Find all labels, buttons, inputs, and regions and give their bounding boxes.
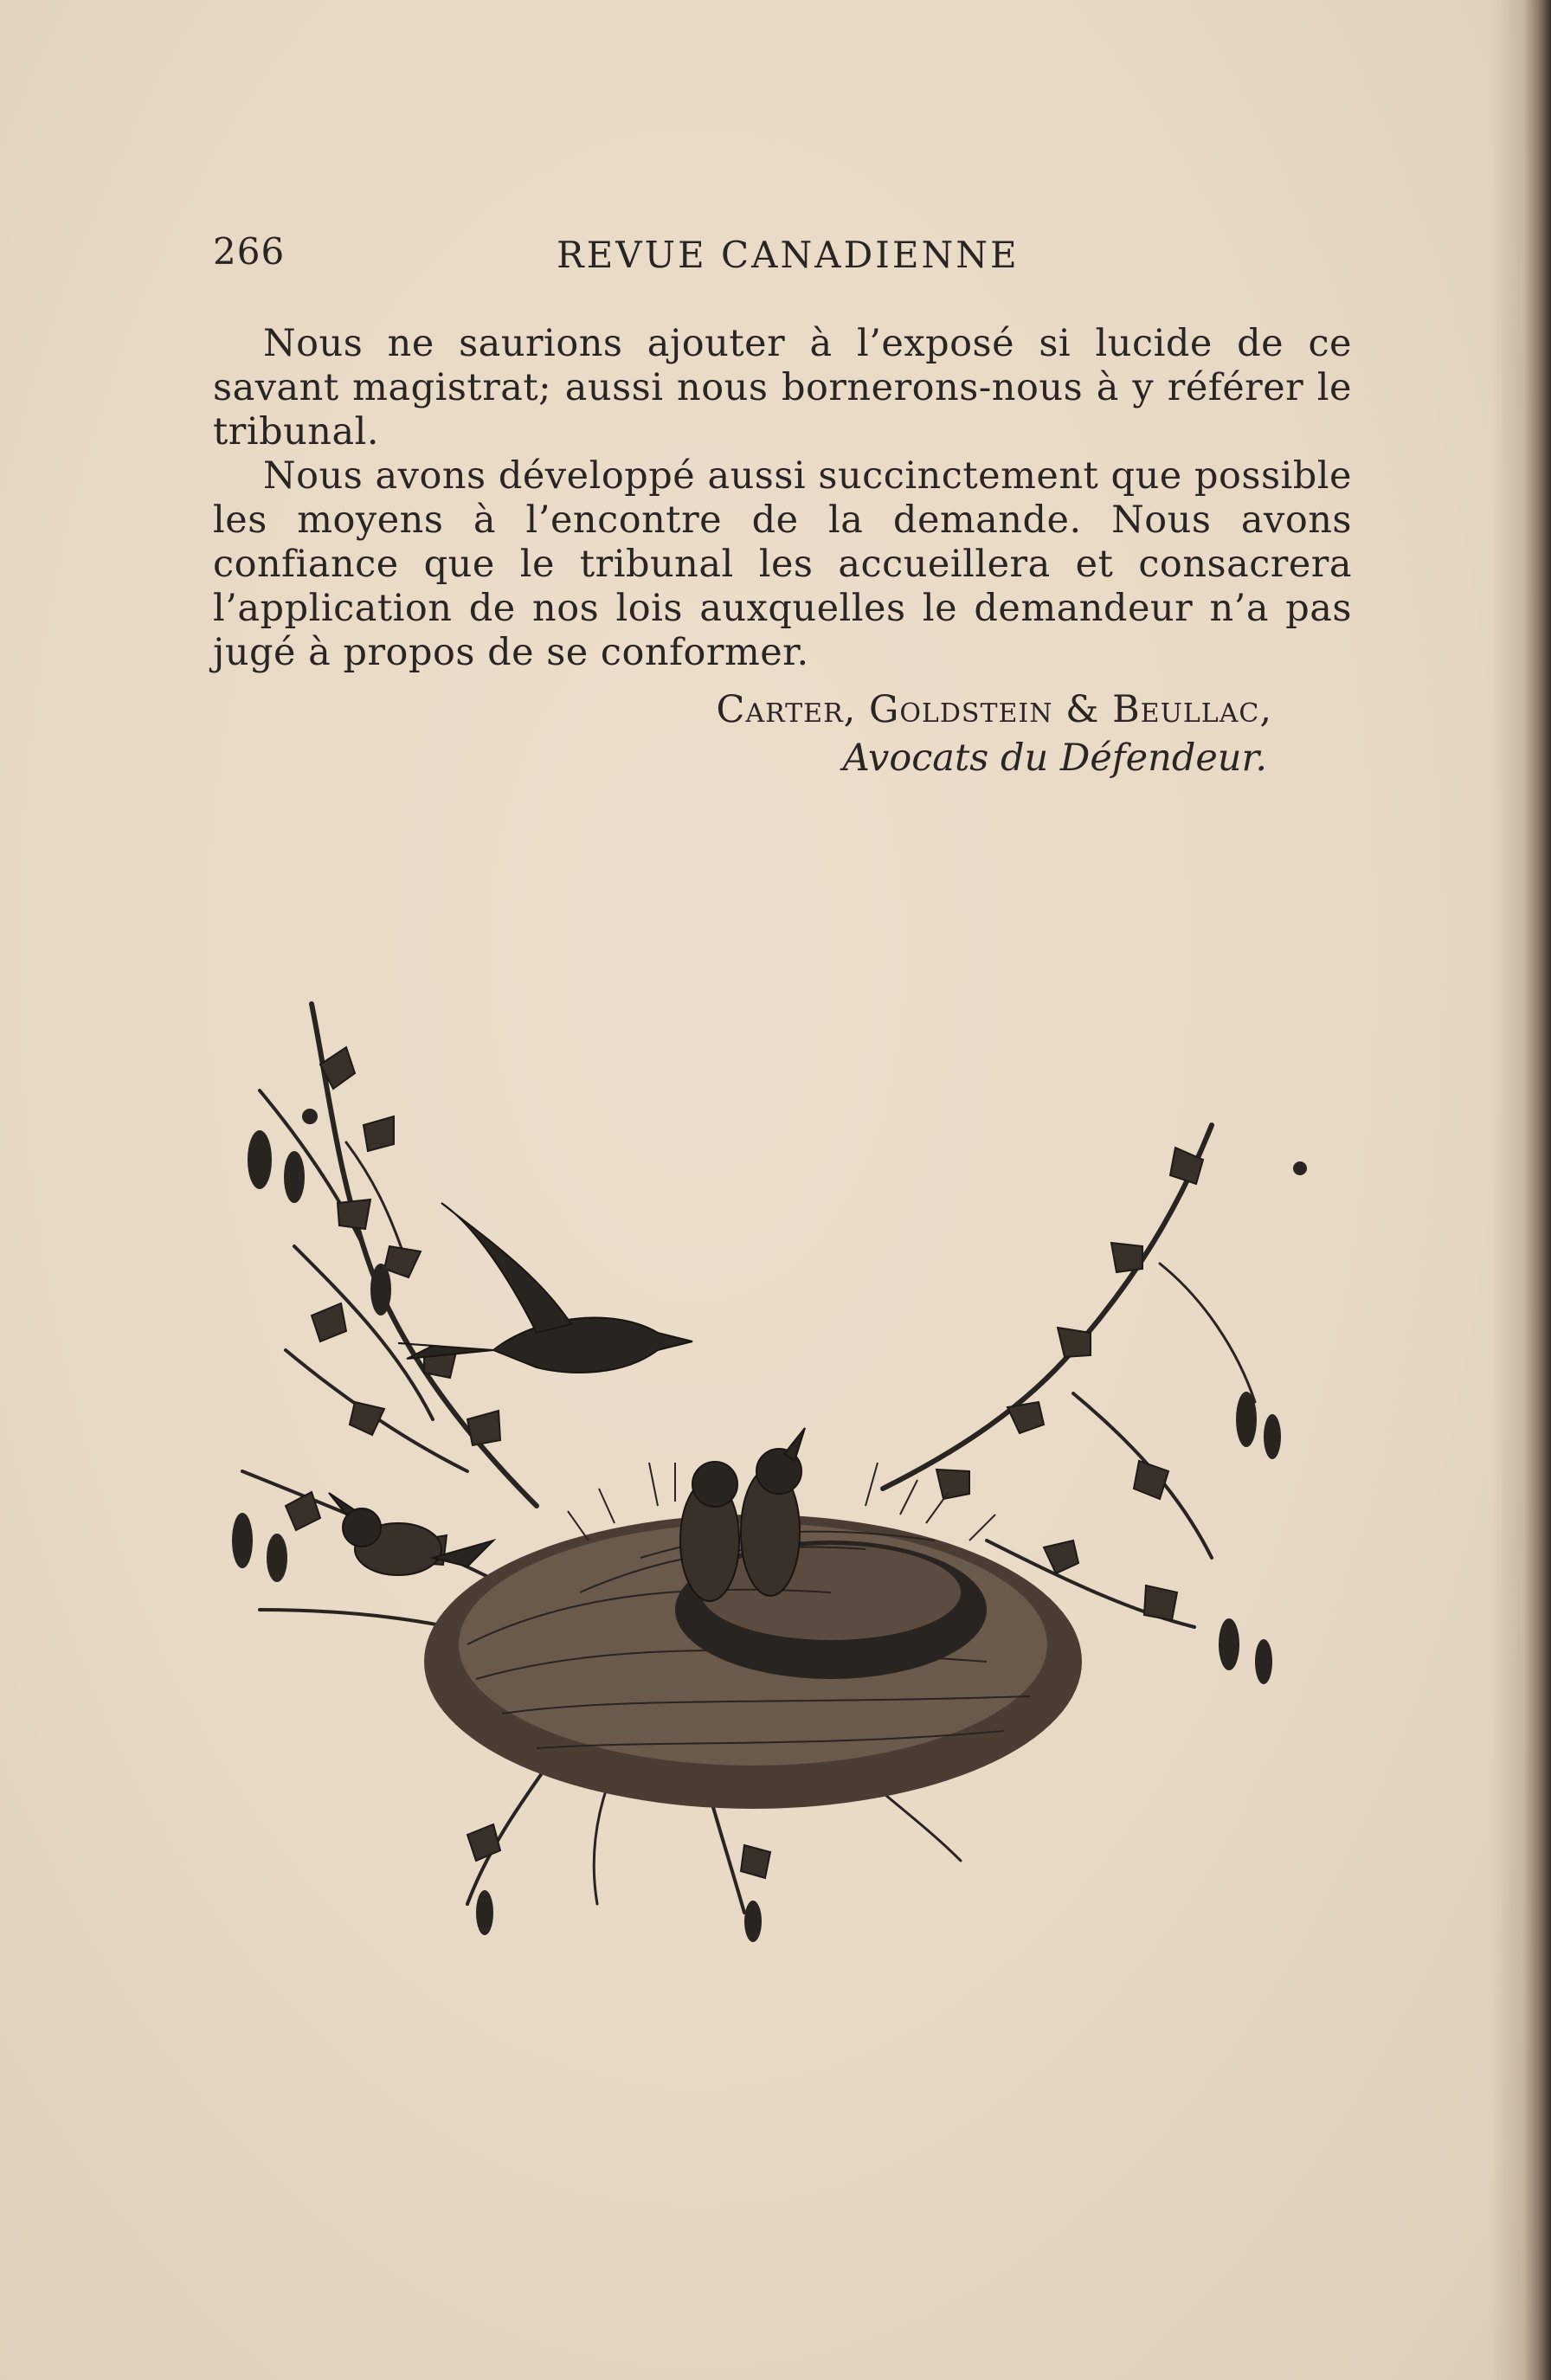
signature-role: Avocats du Défendeur. bbox=[842, 737, 1267, 780]
running-title: REVUE CANADIENNE bbox=[557, 234, 1020, 276]
page-number: 266 bbox=[213, 230, 286, 273]
page-gutter-shadow bbox=[1490, 0, 1551, 2380]
paragraph-2: Nous avons développé aussi succinctement que possible les moyens à l’encontre de la demande. Nous avons confiance que le tribunal les accueillera et consacrera l’application de nos lois auxquelles le demandeur n’a pas jugé à propos de se conformer. bbox=[213, 454, 1352, 674]
paragraph-1: Nous ne saurions ajouter à l’exposé si lucide de ce savant magistrat; aussi nous bornerons-nous à y référer le tribunal. bbox=[213, 322, 1352, 453]
signature-block bbox=[692, 685, 1272, 782]
bird-nest-engraving-icon bbox=[208, 987, 1350, 1956]
body-text bbox=[213, 322, 1352, 675]
signature-names: Carter, Goldstein & Beullac, bbox=[716, 688, 1272, 731]
